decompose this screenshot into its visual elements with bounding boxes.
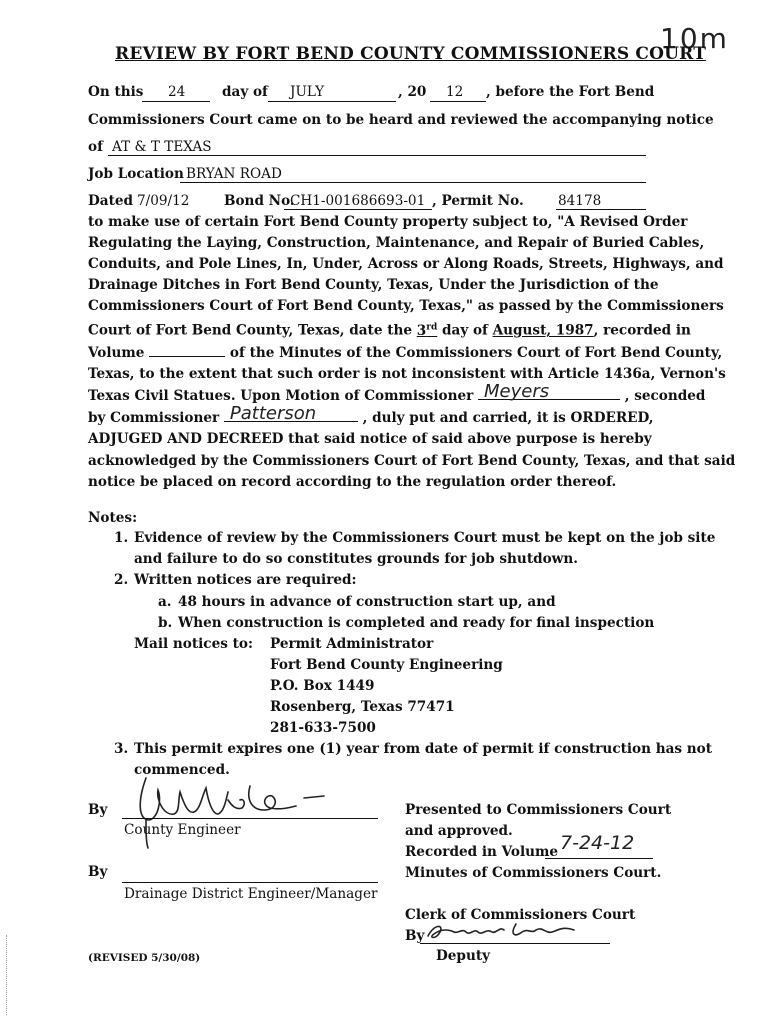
minutes-text: Minutes of Commissioners Court.	[405, 865, 662, 881]
note-3-text: This permit expires one (1) year from date of permit if construction has not	[134, 741, 713, 757]
drainage-engineer-label: Drainage District Engineer/Manager	[124, 886, 378, 902]
handwritten-stamp: 10m	[660, 22, 729, 55]
body-line: to make use of certain Fort Bend County property subject to, "A Revised Order	[88, 214, 688, 230]
volume-label: Volume	[88, 345, 145, 362]
presented-text: Presented to Commissioners Court	[405, 802, 672, 818]
body-text: Court of Fort Bend County, Texas, date the	[88, 323, 413, 339]
recorded-date-handwritten: 7-24-12	[560, 832, 635, 854]
volume-blank	[149, 342, 225, 357]
before-fort-bend: , before the Fort Bend	[486, 84, 655, 100]
note-3-number: 3.	[114, 741, 129, 757]
note-2b-text: When construction is completed and ready for final inspection	[178, 615, 655, 631]
body-line: ADJUGED AND DECREED that said notice of said above purpose is hereby	[88, 431, 652, 448]
day-number: 3	[416, 323, 427, 339]
body-text: , duly put and carried, it is ORDERED,	[362, 410, 654, 427]
body-line	[88, 317, 691, 342]
deputy-line	[420, 943, 610, 944]
body-line	[88, 342, 723, 364]
dated-value: 7/09/12	[137, 193, 190, 209]
by-label-deputy: By	[405, 928, 425, 944]
permit-value: 84178	[558, 193, 602, 209]
mail-address-line: Fort Bend County Engineering	[270, 657, 503, 673]
mail-address-line: 281-633-7500	[270, 720, 376, 736]
clerk-text: Clerk of Commissioners Court	[405, 907, 636, 923]
recorded-in-volume: Recorded in Volume	[405, 844, 559, 860]
approved-text: and approved.	[405, 823, 513, 839]
ordinal-suffix: rd	[426, 322, 438, 333]
bond-label: Bond No.	[224, 193, 295, 209]
body-line: Conduits, and Pole Lines, In, Under, Across or Along Roads, Streets, Highways, and	[88, 256, 724, 273]
body-text: , recorded in	[593, 323, 691, 339]
body-line: notice be placed on record according to the regulation order thereof.	[88, 473, 617, 490]
second-commissioner-signature: Patterson	[229, 403, 317, 425]
notes-heading: Notes:	[88, 510, 138, 526]
day-ordinal	[417, 323, 438, 339]
note-2a-letter: a.	[158, 594, 172, 610]
note-3-text-cont: commenced.	[134, 762, 230, 778]
note-1-number: 1.	[114, 530, 129, 546]
job-location-value: BRYAN ROAD	[186, 166, 282, 182]
note-2a-text: 48 hours in advance of construction start up, and	[178, 594, 556, 610]
recorded-volume-line	[545, 858, 653, 859]
body-text: Texas Civil Statues. Upon Motion of Commissioner	[88, 388, 474, 405]
year-prefix: , 20	[398, 84, 427, 100]
county-engineer-line	[122, 818, 378, 819]
note-1-text: Evidence of review by the Commissioners Court must be kept on the job site	[134, 530, 716, 546]
mail-address-line: P.O. Box 1449	[270, 678, 375, 694]
body-text: by Commissioner	[88, 410, 220, 427]
body-line	[88, 381, 706, 407]
revised-date: (REVISED 5/30/08)	[88, 952, 201, 964]
year-value: 12	[446, 84, 464, 100]
month-value: JULY	[290, 84, 325, 100]
commissioners-came-on: Commissioners Court came on to be heard and reviewed the accompanying notice	[88, 112, 714, 128]
mail-address-line: Permit Administrator	[270, 636, 434, 652]
body-text: , seconded	[624, 388, 706, 405]
note-2b-letter: b.	[158, 615, 173, 631]
body-line: Regulating the Laying, Construction, Maintenance, and Repair of Buried Cables,	[88, 235, 705, 252]
document-title: REVIEW BY FORT BEND COUNTY COMMISSIONERS COURT	[115, 44, 707, 64]
deputy-label: Deputy	[436, 948, 491, 964]
body-line	[88, 403, 678, 429]
note-2-number: 2.	[114, 572, 129, 588]
motion-commissioner-signature: Meyers	[484, 381, 550, 403]
by-label-drainage: By	[88, 864, 108, 880]
body-text: of the Minutes of the Commissioners Court of Fort Bend County,	[229, 345, 723, 362]
of-value: AT & T TEXAS	[112, 139, 212, 155]
note-1-text-cont: and failure to do so constitutes grounds for job shutdown.	[134, 551, 578, 567]
of-label: of	[88, 139, 103, 155]
body-line: acknowledged by the Commissioners Court of Fort Bend County, Texas, and that said	[88, 452, 736, 469]
county-engineer-label: County Engineer	[124, 822, 241, 838]
job-location-label: Job Location	[88, 166, 184, 182]
day-value: 24	[168, 84, 186, 100]
order-paragraph	[88, 212, 736, 493]
body-line: Drainage Ditches in Fort Bend County, Texas, Under the Jurisdiction of the	[88, 277, 659, 294]
deputy-signature	[424, 916, 584, 946]
body-line: Commissioners Court of Fort Bend County, Texas," as passed by the Commissioners	[88, 298, 724, 315]
body-text: day of	[442, 323, 488, 339]
day-of-label: day of	[222, 84, 268, 100]
bond-value: CH1-001686693-01	[290, 193, 426, 209]
mail-notices-label: Mail notices to:	[134, 636, 253, 652]
month-blank	[268, 101, 396, 102]
motion-commissioner-blank	[478, 381, 620, 403]
dated-label: Dated	[88, 193, 134, 209]
on-this-label: On this	[88, 84, 144, 100]
permit-label: , Permit No.	[432, 193, 524, 209]
body-line: Texas, to the extent that such order is not inconsistent with Article 1436a, Vernon's	[88, 366, 726, 383]
by-label-engineer: By	[88, 802, 108, 818]
second-commissioner-blank	[224, 403, 358, 425]
scan-artifact	[6, 935, 9, 1015]
order-date: August, 1987	[492, 323, 594, 339]
note-2-text: Written notices are required:	[134, 572, 357, 588]
mail-address-line: Rosenberg, Texas 77471	[270, 699, 455, 715]
drainage-engineer-line	[122, 882, 378, 883]
